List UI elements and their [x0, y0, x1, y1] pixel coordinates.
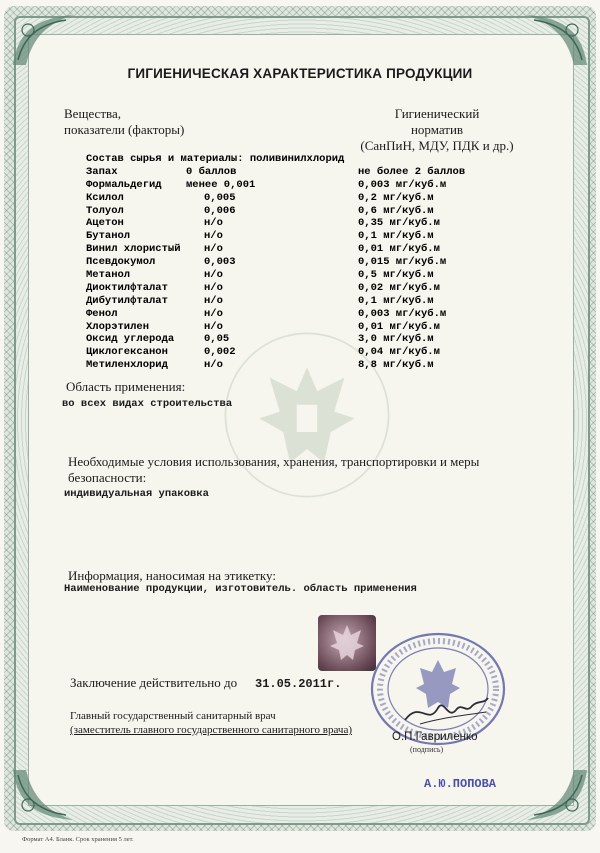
label-info-label: Информация, наносимая на этикетку: — [68, 568, 276, 583]
header-line: показатели (факторы) — [64, 122, 185, 137]
measured-value: 0 баллов — [186, 165, 237, 178]
norm-value: 0,01 мг/куб.м — [358, 320, 440, 333]
norm-value: 0,003 мг/куб.м — [358, 307, 447, 320]
norm-value: не более 2 баллов — [358, 165, 466, 178]
norm-value: 0,1 мг/куб.м — [358, 294, 434, 307]
substances-column-header — [64, 106, 184, 138]
validity-label: Заключение действительно до — [70, 675, 238, 690]
norm-value: 0,1 мг/куб.м — [358, 230, 434, 243]
table-row — [86, 230, 506, 243]
norm-value: 0,015 мг/куб.м — [358, 256, 447, 269]
measured-value: н/о — [204, 217, 223, 230]
corner-ornament-icon — [522, 10, 592, 70]
measured-value: н/о — [204, 320, 223, 333]
measured-value: менее 0,001 — [186, 178, 256, 191]
header-line: (СанПиН, МДУ, ПДК и др.) — [360, 138, 514, 153]
measured-value: н/о — [204, 307, 223, 320]
composition-row — [86, 153, 506, 166]
signature-caption: (подпись) — [410, 745, 444, 754]
measured-value: 0,006 — [204, 204, 236, 217]
measured-value: н/о — [204, 230, 223, 243]
substance-name: Винил хлористый — [86, 243, 181, 256]
scope-label: Область применения: — [66, 379, 186, 394]
form-footer: Формат А4. Бланк. Срок хранения 5 лет. — [22, 836, 134, 843]
table-row — [86, 205, 506, 218]
conditions-value: индивидуальная упаковка — [64, 488, 209, 500]
corner-ornament-icon — [8, 10, 78, 70]
measured-value: н/о — [204, 359, 223, 372]
document-title: ГИГИЕНИЧЕСКАЯ ХАРАКТЕРИСТИКА ПРОДУКЦИИ — [127, 66, 473, 81]
measured-value: н/о — [204, 243, 223, 256]
header-line: Гигиенический — [394, 106, 480, 121]
substance-name: Ацетон — [86, 217, 124, 230]
measured-value: 0,003 — [204, 256, 236, 269]
table-row — [86, 282, 506, 295]
norm-value: 0,02 мг/куб.м — [358, 281, 440, 294]
substance-name: Оксид углерода — [86, 333, 175, 346]
doctor-deputy-title: (заместитель главного государственного санитарного врача) — [70, 724, 353, 736]
table-row — [86, 256, 506, 269]
table-row — [86, 166, 506, 179]
table-row — [86, 217, 506, 230]
substance-name: Фенол — [86, 307, 118, 320]
header-line: норматив — [410, 122, 464, 137]
doctor-name: О.П.Гавриленко — [392, 731, 478, 743]
table-row — [86, 192, 506, 205]
composition-text: Состав сырья и материалы: поливинилхлорид — [86, 153, 345, 165]
table-row — [86, 243, 506, 256]
validity-date: 31.05.2011г. — [255, 677, 342, 691]
corner-ornament-icon — [8, 765, 78, 825]
norm-value: 0,2 мг/куб.м — [358, 191, 434, 204]
substance-name: Псевдокумол — [86, 256, 156, 269]
substance-name: Ксилол — [86, 191, 124, 204]
norm-value: 0,01 мг/куб.м — [358, 243, 440, 256]
norm-value: 3,0 мг/куб.м — [358, 333, 434, 346]
measured-value: 0,05 — [204, 333, 230, 346]
table-row — [86, 269, 506, 282]
norm-value: 0,5 мг/куб.м — [358, 269, 434, 282]
table-row — [86, 295, 506, 308]
measured-value: н/о — [204, 294, 223, 307]
corner-ornament-icon — [522, 765, 592, 825]
measured-value: н/о — [204, 281, 223, 294]
table-row — [86, 346, 506, 359]
conditions-label: Необходимые условия использования, хранения, транспортировки и меры — [68, 454, 480, 469]
stamped-name: А.Ю.ПОПОВА — [424, 777, 497, 791]
measured-value: н/о — [204, 269, 223, 282]
substance-name: Хлорэтилен — [86, 320, 150, 333]
substances-table — [86, 153, 506, 372]
norm-value: 0,35 мг/куб.м — [358, 217, 440, 230]
norm-column-header — [352, 106, 522, 154]
table-row — [86, 308, 506, 321]
measured-value: 0,005 — [204, 191, 236, 204]
substance-name: Диоктилфталат — [86, 281, 168, 294]
substance-name: Бутанол — [86, 230, 131, 243]
substance-name: Метиленхлорид — [86, 359, 168, 372]
table-row — [86, 321, 506, 334]
table-row — [86, 359, 506, 372]
norm-value: 0,6 мг/куб.м — [358, 204, 434, 217]
doctor-title: Главный государственный санитарный врач — [70, 710, 276, 722]
substance-name: Дибутилфталат — [86, 294, 168, 307]
substance-name: Толуол — [86, 204, 124, 217]
substance-name: Циклогексанон — [86, 346, 168, 359]
conditions-label-cont: безопасности: — [68, 470, 147, 485]
label-info-value: Наименование продукции, изготовитель. область применения — [64, 583, 417, 595]
substance-name: Формальдегид — [86, 178, 162, 191]
measured-value: 0,002 — [204, 346, 236, 359]
substance-name: Метанол — [86, 269, 131, 282]
scope-value: во всех видах строительства — [62, 398, 233, 410]
header-line: Вещества, — [64, 106, 121, 121]
table-row — [86, 333, 506, 346]
table-row — [86, 179, 506, 192]
norm-value: 0,003 мг/куб.м — [358, 178, 447, 191]
substance-name: Запах — [86, 165, 118, 178]
handwritten-signature-icon — [400, 690, 490, 730]
norm-value: 8,8 мг/куб.м — [358, 359, 434, 372]
norm-value: 0,04 мг/куб.м — [358, 346, 440, 359]
